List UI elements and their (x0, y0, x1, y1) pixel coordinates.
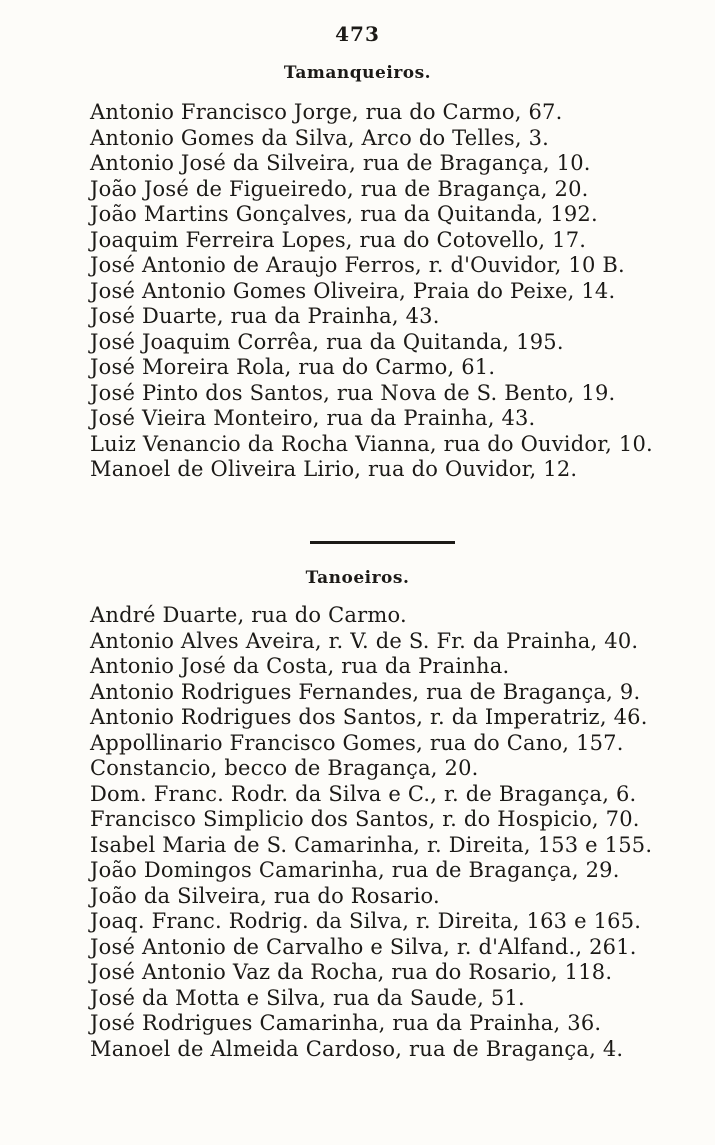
list-item: Appollinario Francisco Gomes, rua do Cano, 157. (90, 730, 624, 755)
section-heading-tanoeiros: Tanoeiros. (305, 568, 410, 588)
list-item: José Vieira Monteiro, rua da Prainha, 43. (90, 406, 536, 430)
list-item: Antonio José da Silveira, rua de Bragança, 10. (90, 151, 591, 175)
list-item: Antonio Francisco Jorge, rua do Carmo, 67. (90, 100, 563, 124)
list-item: Luiz Venancio da Rocha Vianna, rua do Ouvidor, 10. (90, 431, 653, 456)
directory-list-tanoeiros (90, 603, 690, 1062)
list-item: José Rodrigues Camarinha, rua da Prainha, 36. (90, 1011, 602, 1035)
section-divider (310, 541, 455, 544)
list-item: João da Silveira, rua do Rosario. (90, 883, 440, 908)
list-item: Antonio Gomes da Silva, Arco do Telles, 3. (90, 125, 550, 150)
list-item: José Antonio Vaz da Rocha, rua do Rosario, 118. (90, 960, 613, 984)
list-item: José Antonio de Carvalho e Silva, r. d'Alfand., 261. (90, 934, 637, 959)
list-item: José Pinto dos Santos, rua Nova de S. Bento, 19. (90, 380, 616, 405)
list-item: Antonio Alves Aveira, r. V. de S. Fr. da Prainha, 40. (90, 628, 639, 653)
list-item: Joaq. Franc. Rodrig. da Silva, r. Direita, 163 e 165. (90, 909, 642, 933)
list-item: José Joaquim Corrêa, rua da Quitanda, 195. (90, 329, 564, 354)
list-item: Manoel de Almeida Cardoso, rua de Bragança, 4. (90, 1036, 624, 1061)
list-item: Antonio José da Costa, rua da Prainha. (90, 654, 510, 678)
list-item: Joaquim Ferreira Lopes, rua do Cotovello, 17. (90, 227, 587, 252)
list-item: José Antonio de Araujo Ferros, r. d'Ouvidor, 10 B. (90, 253, 625, 277)
list-item: João Domingos Camarinha, rua de Bragança, 29. (90, 858, 620, 882)
list-item: José Moreira Rola, rua do Carmo, 61. (90, 355, 496, 379)
page-number: 473 (335, 22, 380, 46)
section-heading-tamanqueiros: Tamanqueiros. (283, 63, 432, 83)
directory-list-tamanqueiros (90, 100, 690, 483)
list-item: João José de Figueiredo, rua de Bragança, 20. (90, 176, 589, 201)
list-item: Dom. Franc. Rodr. da Silva e C., r. de Bragança, 6. (90, 781, 637, 806)
list-item: Constancio, becco de Bragança, 20. (90, 756, 479, 780)
list-item: José Antonio Gomes Oliveira, Praia do Peixe, 14. (90, 278, 616, 303)
list-item: Antonio Rodrigues Fernandes, rua de Bragança, 9. (90, 679, 641, 704)
list-item: José Duarte, rua da Prainha, 43. (90, 304, 440, 328)
list-item: André Duarte, rua do Carmo. (90, 603, 407, 627)
list-item: João Martins Gonçalves, rua da Quitanda, 192. (90, 202, 598, 226)
list-item: Antonio Rodrigues dos Santos, r. da Imperatriz, 46. (90, 705, 648, 729)
list-item: Francisco Simplicio dos Santos, r. do Hospicio, 70. (90, 807, 640, 831)
list-item: José da Motta e Silva, rua da Saude, 51. (90, 985, 525, 1010)
list-item: Manoel de Oliveira Lirio, rua do Ouvidor, 12. (90, 457, 578, 481)
list-item: Isabel Maria de S. Camarinha, r. Direita, 153 e 155. (90, 832, 653, 857)
